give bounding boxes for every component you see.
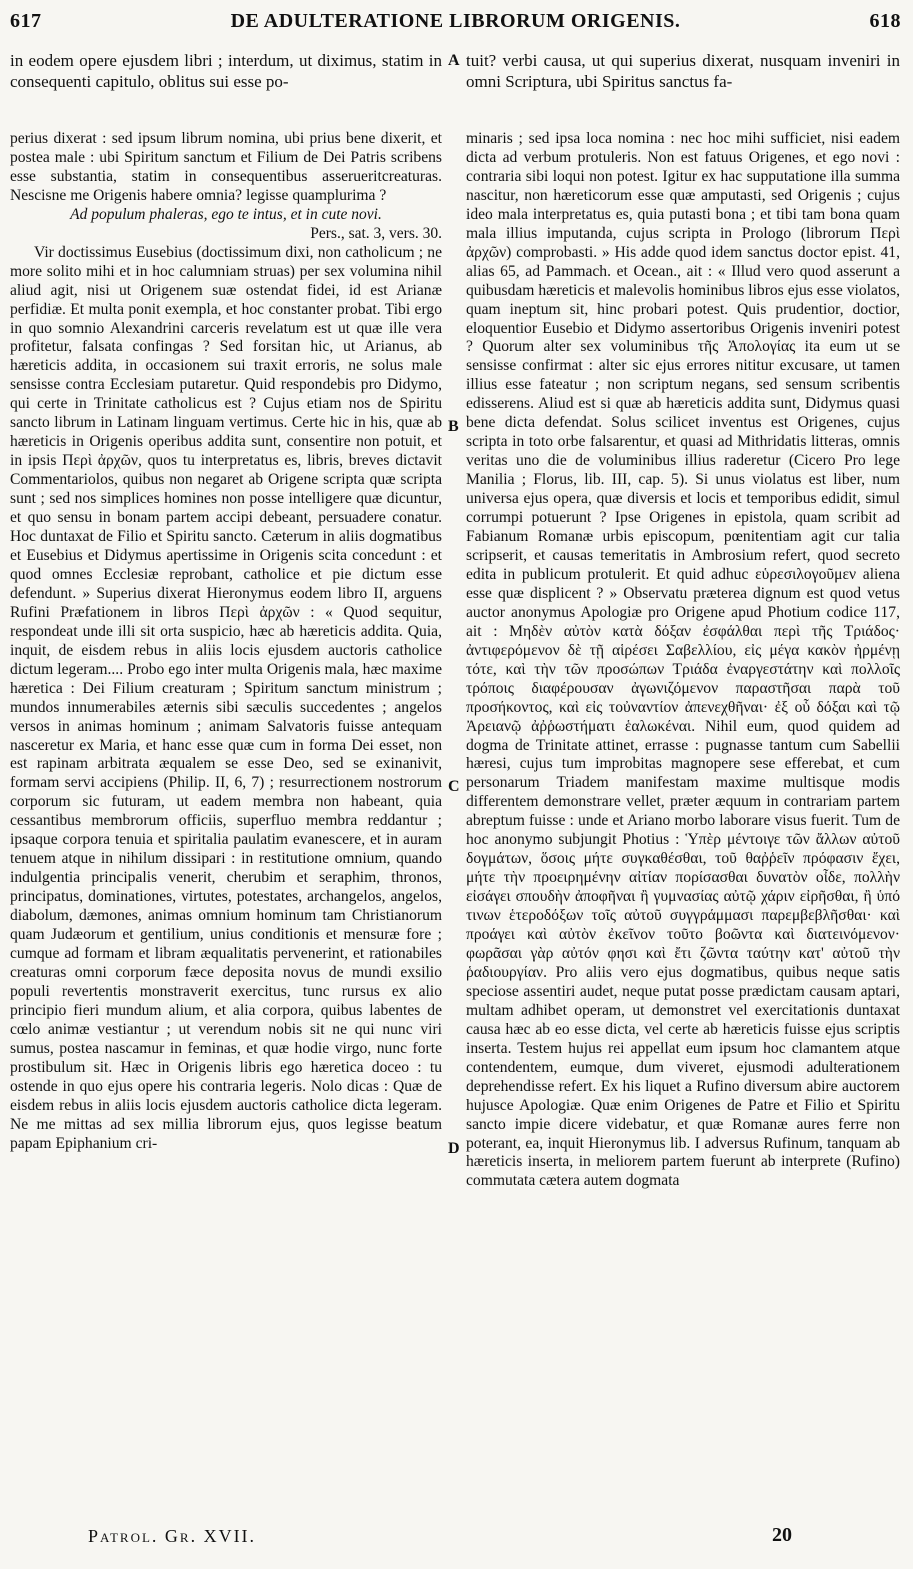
top-left-text: in eodem opere ejusdem libri ; interdum, ut diximus, statim in consequenti capitulo, oblitus sui esse po- <box>10 51 442 91</box>
margin-letter-b: B <box>448 418 459 435</box>
page-number-right: 618 <box>869 10 901 32</box>
running-title: DE ADULTERATIONE LIBRORUM ORIGENIS. <box>230 10 681 32</box>
right-column <box>466 130 900 1191</box>
footer-sheet-number: 20 <box>772 1524 792 1546</box>
epigraph: Ad populum phaleras, ego te intus, et in cute novi. <box>70 205 382 223</box>
epigraph-source: Pers., sat. 3, vers. 30. <box>310 224 442 242</box>
left-paragraph-1: perius dixerat : sed ipsum librum nomina, ubi prius bene dixerit, et postea male : ubi Spiritum sanctum et Filium de Dei Patris scribens esse substantia, statim in consequentibus asserueritcreaturas. Nescisne me Origenis habere omnia? legisse quamplurima ? <box>10 130 442 204</box>
footer-signature: Patrol. Gr. XVII. <box>88 1526 257 1546</box>
margin-letter-d: D <box>448 1140 460 1157</box>
left-paragraph-2: Vir doctissimus Eusebius (doctissimum dixi, non catholicum ; ne more solito mihi et in hoc calumniam struas) per sex volumina nihil aliud agit, nisi ut Origenem suæ ostendat fidei, id est Arianæ perfidiæ. Et multa ponit exempla, et hoc constanter probat. Tibi ergo in quo somnio Alexandrini carceris revelatum est ut quæ ille vera profitetur, falsata confingas ? Sed forsitan hic, ut Arianus, ab hæreticis addita, in occasionem sui traxit erroris, ne solus male sensisse contra Ecclesiam putaretur. Quid respondebis pro Didymo, qui certe in Trinitate catholicus est ? Cujus etiam nos de Spiritu sancto librum in Latinam linguam vertimus. Certe hic in his, quæ ab hæreticis in Origenis operibus addita sunt, consentire non potuit, et in ipsis Περὶ ἀρχῶν, quos tu interpretatus es, libris, breves dictavit Commentariolos, quibus non negaret ab Origene scripta quæ scripta sunt ; sed nos simplices homines non posse intelligere quæ dicuntur, et quo sensu in bonam partem accipi debeant, persuadere conatur. Hoc duntaxat de Filio et Spiritu sancto. Cæterum in aliis dogmatibus et Eusebius et Didymus apertissime in Origenis scita concedunt : et quod omnes Ecclesiæ reprobant, catholice et pie dictum esse defendunt. » Superius dixerat Hieronymus eodem libro II, arguens Rufini Præfationem in libros Περὶ ἀρχῶν : « Quod sequitur, respondeat unde illi sit orta suspicio, hæc ab hæreticis addita. Quia, inquit, de eisdem rebus in aliis locis ejusdem auctoris catholice dictum legeram.... Probo ego inter multa Origenis mala, hæc maxime hæretica : Dei Filium creaturam ; Spiritum sanctum ministrum ; mundos innumerabiles æternis sibi sæculis succedentes ; angelos versos in animas hominum ; animam Salvatoris fuisse antequam nasceretur ex Maria, et hanc esse quæ cum in forma Dei esset, non est rapinam arbitrata æqualem se esse Deo, sed se exinanivit, formam servi accipiens (Philip. II, 6, 7) ; resurrectionem nostrorum corporum sic futuram, ut eadem membra non habeant, quia cessantibus membrorum officiis, superfluo membra reddantur ; ipsaque corpora tenuia et spiritalia paulatim evanescere, et in auram tenuem atque in nihilum dissipari : in restitutione omnium, quando indulgentia principalis venerit, cherubim et seraphim, thronos, principatus, dominationes, virtutes, potestates, archangelos, angelos, diabolum, dæmones, animas omnium hominum tam Christianorum quam Judæorum et gentilium, unius conditionis et mensuræ fore ; cumque ad formam et libram æqualitatis pervenerint, et rationabiles creaturas omni corporum fæce deposita novus de mundi exsilio populi revertentis monstraverit exercitus, tunc rursus ex alio principio fieri mundum alium, et alia corpora, quibus labentes de cœlo animæ vestiantur ; ut verendum nobis sit ne qui nunc viri sumus, postea nascamur in feminas, et quæ hodie virgo, nunc forte prostibulum sit. Hæc in Origenis libris ego hæretica doceo : tu ostende in quo ejus opere his contraria legeris. Nolo dicas : Quæ de eisdem rebus in aliis locis ejusdem auctoris catholice dicta legeram. Ne me mittas ad sex millia librorum ejus, quos legisse beatum papam Epiphanium cri- <box>10 243 442 1152</box>
margin-letter-c: C <box>448 778 460 795</box>
top-right-text: tuit? verbi causa, ut qui superius dixerat, nusquam inveniri in omni Scriptura, ubi Spiritus sanctus fa- <box>466 51 900 91</box>
margin-letter-a: A <box>448 52 460 69</box>
right-paragraph-1: minaris ; sed ipsa loca nomina : nec hoc mihi sufficiet, nisi eadem dicta ad verbum protuleris. Non est fatuus Origenes, et ego novi : contraria sibi loqui non potest. Igitur ex hac supputatione illa summa nascitur, non hæreticorum esse quæ amputasti, sed Origenis ; cujus ideo mala interpretatus es, quia putasti bona ; et tibi tam bona quam mala illius imputanda, cujus scripta in Prologo (librorum Περὶ ἀρχῶν) comprobasti. » His adde quod idem sanctus doctor epist. 41, alias 65, ad Pammach. et Ocean., ait : « Illud vero quod asserunt a quibusdam hæreticis et malevolis hominibus libros ejus esse violatos, quam ineptum sit, hinc probari potest. Quis prudentior, doctior, eloquentior Eusebio et Didymo assertoribus Origenis inveniri potest ? Quorum alter sex voluminibus τῆς Ἀπολογίας ita eum ut se sensisse confirmat : alter sic ejus errores nititur excusare, ut tamen illius esse fateatur ; non scriptum negans, sed sensum scribentis edisserens. Aliud est si quæ ab hæreticis addita sunt, Didymus quasi bene dicta defendat. Solus scilicet inventus est Origenes, cujus scripta in toto orbe falsarentur, et quasi ad Mithridatis litteras, omnis veritas uno die de voluminibus illius raderetur (Cicero Pro lege Manilia ; Florus, lib. III, cap. 5). Si unus violatus est liber, num universa ejus opera, quæ diversis et locis et temporibus edidit, simul corrumpi potuerunt ? Ipse Origenes in epistola, quam scribit ad Fabianum Romanæ urbis episcopum, pœnitentiam agit cur talia scripserit, et causas temeritatis in Ambrosium refert, quod secreto edita in publicum protulerit. Et quid adhuc εὑρεσιλογοῦμεν aliena esse quæ displicent ? » Observatu præterea dignum est quod vetus auctor anonymus Apologiæ pro Origene apud Photium codice 117, ait : Μηδὲν αὐτὸν κατὰ δόξαν ἐσφάλθαι περὶ τῆς Τριάδος· ἀντιφερόμενον δὲ τῇ αἱρέσει Σαβελλίου, εἰς μέγα κακὸν ἠρμένῃ τότε, καὶ τὴν τῶν προσώπων Τριάδα ἐναργεστάτην καὶ πολλοῖς τρόποις διαφέρουσαν ἀγωνιζόμενον παραστῆσαι παρὰ τοῦ προσήκοντος, καὶ εἰς τοὐναντίον ἀπενεχθῆναι· ἐξ οὗ δόξαι καὶ τῷ Ἀρειανῷ ἀῤῥωστήματι ἑαλωκέναι. Nihil eum, quod quidem ad dogma de Trinitate attinet, errasse : pugnasse tantum cum Sabellii hæresi, cujus tum improbitas magnopere sese efferebat, et cum personarum Triadem manifestam maxime multisque modis differentem demonstrare vellet, præter æquum in contrariam partem abreptum fuisse : unde et Ariano morbo laborare visus fuerit. Tum de hoc anonymo subjungit Photius : Ὑπὲρ μέντοιγε τῶν ἄλλων αὐτοῦ δογμάτων, ὅσοις μήτε συγκαθέσθαι, τοῦ θαῤῥεῖν πρόφασιν ἔχει, μήτε τὴν προειρημένην αἰτίαν πορίσασθαι δυνατὸν οἶδε, πολλὴν εἰσάγει σπουδὴν ἀποφῆναι ἢ γυμνασίας αὐτῷ χάριν εἰρῆσθαι, ἢ ὑπό τινων ἑτεροδόξων τοῖς αὐτοῦ συγγράμμασι παρεμβεβλῆσθαι· καὶ προάγει καὶ αὐτὸν ἐκεῖνον τοῦτο βοῶντα καὶ διατεινόμενον· φωρᾶσαι γὰρ αὐτόν φησι καὶ ἔτι ζῶντα ταύτην κατ' αὐτοῦ τὴν ῥαδιουργίαν. Pro aliis vero ejus dogmatibus, quibus neque satis speciose assentiri audet, neque putat posse prædictam causam aptari, multam adhibet operam, ut demonstret vel exercitationis duntaxat causa hæc ab eo esse dicta, vel certe ab hæreticis fuisse ejus scriptis inserta. Testem hujus rei appellat eum ipsum hoc clamantem atque contendentem, eumque, dum viveret, ejusmodi adulterationem deprehendisse refert. Ex his liquet a Rufino diversum abire auctorem hujusce Apologiæ. Quæ enim Origenes de Patre et Filio et Spiritu sancto impie dicere videbatur, et quæ Romanæ aures ferre non poterant, ea, inquit Hieronymus lib. I adversus Rufinum, tanquam ab hæreticis inserta, in meliorem partem fuerunt ab interprete (Rufino) commutata cætera autem dogmata <box>466 130 900 1190</box>
running-head <box>10 10 901 40</box>
page-number-left: 617 <box>10 10 42 32</box>
left-column <box>10 130 442 1153</box>
